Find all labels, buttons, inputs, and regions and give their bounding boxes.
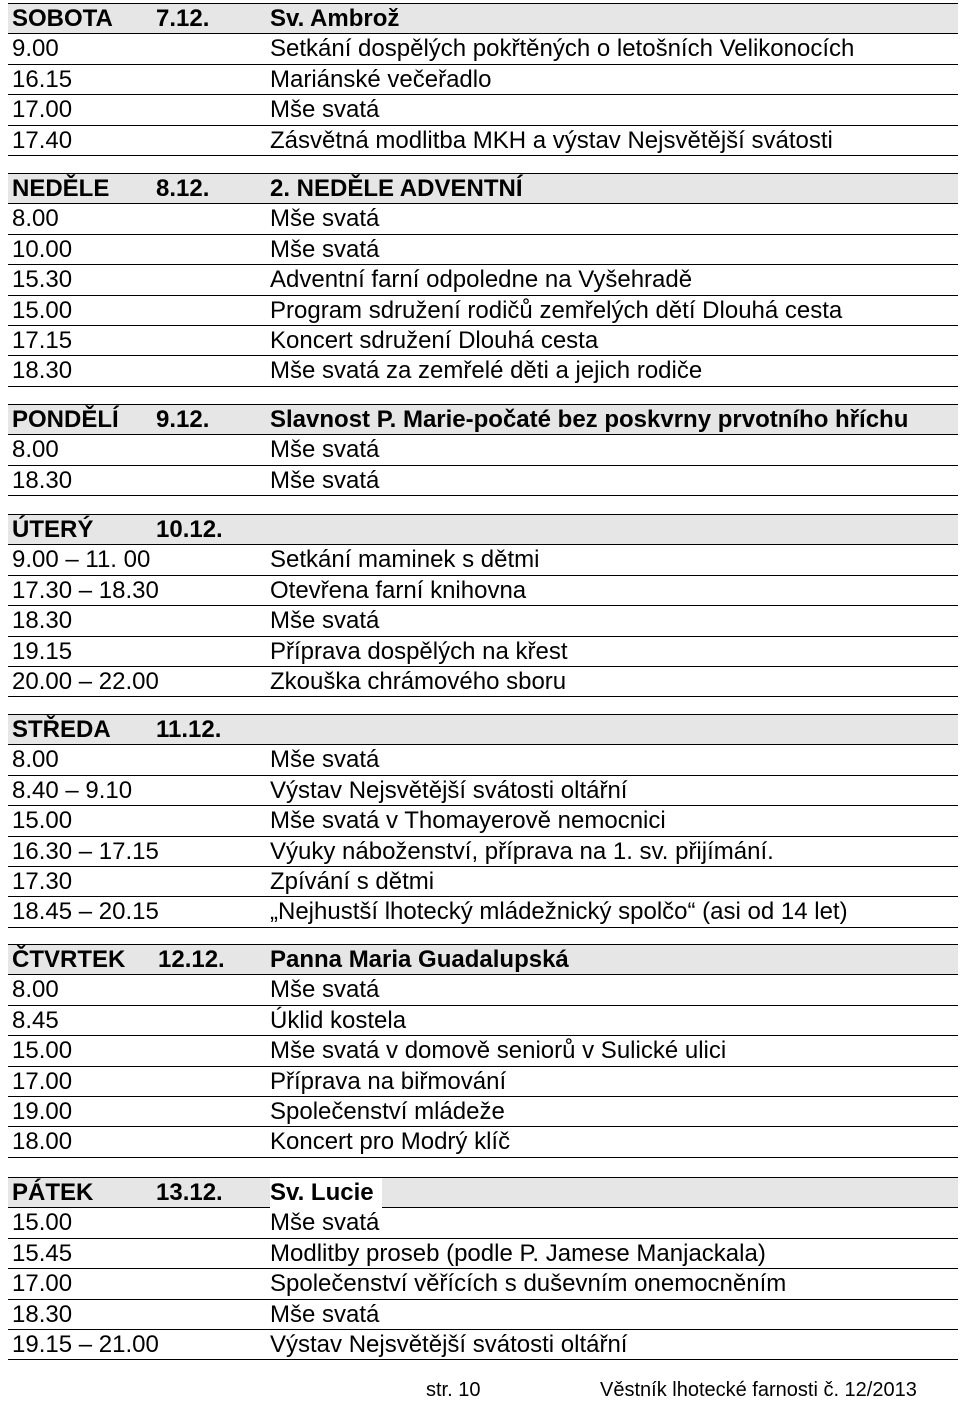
- event-title: Mše svatá: [270, 96, 380, 124]
- event-row: [8, 837, 958, 867]
- event-row: [8, 1269, 958, 1299]
- event-time: 19.00: [12, 1097, 73, 1125]
- event-time: 17.00: [12, 1067, 73, 1095]
- event-time: 17.30: [12, 867, 73, 895]
- day-header: [8, 405, 958, 435]
- event-row: [8, 356, 958, 386]
- day-header: [8, 4, 958, 34]
- event-title: Setkání maminek s dětmi: [270, 546, 540, 574]
- event-title: Mše svatá: [270, 205, 380, 233]
- event-row: [8, 126, 958, 156]
- event-title: Modlitby proseb (podle P. Jamese Manjackala): [270, 1239, 766, 1267]
- event-title: Mše svatá: [270, 976, 380, 1004]
- event-row: [8, 95, 958, 125]
- event-title: Mše svatá v domově seniorů v Sulické ulici: [270, 1037, 727, 1065]
- publication-title: Věstník lhotecké farnosti č. 12/2013: [600, 1379, 917, 1401]
- event-time: 10.00: [12, 235, 73, 263]
- day-feast: Sv. Ambrož: [270, 5, 400, 32]
- event-time: 9.00: [12, 35, 59, 63]
- event-time: 18.30: [12, 357, 73, 385]
- event-title: Setkání dospělých pokřtěných o letošních Velikonocích: [270, 35, 855, 63]
- event-row: [8, 235, 958, 265]
- day-date: 11.12.: [156, 716, 222, 743]
- event-time: 17.15: [12, 326, 73, 354]
- event-title: Úklid kostela: [270, 1006, 407, 1034]
- day-name: STŘEDA: [12, 716, 111, 743]
- event-time: 17.00: [12, 96, 73, 124]
- event-time: 19.15 – 21.00: [12, 1330, 159, 1358]
- event-row: [8, 204, 958, 234]
- event-time: 8.00: [12, 205, 59, 233]
- day-block-patek: [8, 1177, 958, 1360]
- event-time: 8.45: [12, 1006, 59, 1034]
- event-time: 15.00: [12, 1209, 73, 1237]
- event-title: Zpívání s dětmi: [270, 867, 435, 895]
- event-title: Mše svatá: [270, 607, 380, 635]
- event-time: 15.45: [12, 1239, 73, 1267]
- event-row: [8, 576, 958, 606]
- event-row: [8, 897, 958, 927]
- day-block-nedele: [8, 173, 958, 387]
- day-date: 12.12.: [158, 946, 225, 973]
- event-row: [8, 867, 958, 897]
- event-title: Příprava dospělých na křest: [270, 637, 568, 665]
- event-time: 17.00: [12, 1270, 73, 1298]
- day-name: ÚTERÝ: [12, 516, 94, 543]
- event-row: [8, 545, 958, 575]
- day-date: 7.12.: [156, 5, 210, 32]
- event-title: Mše svatá v Thomayerově nemocnici: [270, 807, 666, 835]
- day-feast: 2. NEDĚLE ADVENTNÍ: [270, 175, 523, 202]
- event-title: Zkouška chrámového sboru: [270, 667, 567, 695]
- day-header: [8, 515, 958, 545]
- event-time: 17.30 – 18.30: [12, 576, 159, 604]
- event-row: [8, 975, 958, 1005]
- event-time: 17.40: [12, 126, 73, 154]
- event-row: [8, 667, 958, 697]
- event-title: Výstav Nejsvětější svátosti oltářní: [270, 1330, 628, 1358]
- event-time: 20.00 – 22.00: [12, 667, 159, 695]
- day-date: 8.12.: [156, 175, 210, 202]
- day-block-ctvrtek: [8, 944, 958, 1158]
- event-row: [8, 1208, 958, 1238]
- event-row: [8, 34, 958, 64]
- event-title: Výstav Nejsvětější svátosti oltářní: [270, 776, 628, 804]
- event-title: Koncert sdružení Dlouhá cesta: [270, 326, 599, 354]
- event-row: [8, 1067, 958, 1097]
- event-row: [8, 1330, 958, 1360]
- event-title: Mše svatá: [270, 466, 380, 494]
- day-feast: Slavnost P. Marie-počaté bez poskvrny prvotního hříchu: [270, 406, 909, 433]
- day-header: [8, 1178, 958, 1208]
- event-row: [8, 296, 958, 326]
- day-header: [8, 945, 958, 975]
- event-row: [8, 1006, 958, 1036]
- event-title: Mše svatá: [270, 1209, 380, 1237]
- event-row: [8, 637, 958, 667]
- day-block-streda: [8, 714, 958, 928]
- event-time: 18.00: [12, 1128, 73, 1156]
- day-block-pondeli: [8, 404, 958, 496]
- event-row: [8, 265, 958, 295]
- day-feast: Panna Maria Guadalupská: [270, 946, 569, 973]
- event-time: 18.45 – 20.15: [12, 898, 159, 926]
- page-footer: [0, 1379, 960, 1401]
- event-title: Otevřena farní knihovna: [270, 576, 527, 604]
- event-time: 15.00: [12, 807, 73, 835]
- day-name: ČTVRTEK: [12, 946, 126, 973]
- event-time: 9.00 – 11. 00: [12, 546, 151, 574]
- event-time: 18.30: [12, 607, 73, 635]
- event-title: Mariánské večeřadlo: [270, 65, 492, 93]
- day-name: PÁTEK: [12, 1179, 94, 1206]
- day-header: [8, 715, 958, 745]
- event-time: 8.00: [12, 746, 59, 774]
- event-row: [8, 606, 958, 636]
- event-title: Zásvětná modlitba MKH a výstav Nejsvětější svátosti: [270, 126, 833, 154]
- day-date: 10.12.: [156, 516, 223, 543]
- event-time: 8.00: [12, 976, 59, 1004]
- event-time: 15.00: [12, 296, 73, 324]
- page-number: str. 10: [426, 1379, 481, 1401]
- day-block-utery: [8, 514, 958, 697]
- event-row: [8, 1036, 958, 1066]
- event-title: Mše svatá: [270, 746, 380, 774]
- day-date: 9.12.: [156, 406, 210, 433]
- event-time: 15.30: [12, 266, 73, 294]
- event-row: [8, 1097, 958, 1127]
- event-title: Mše svatá: [270, 1300, 380, 1328]
- event-time: 15.00: [12, 1037, 73, 1065]
- event-title: Adventní farní odpoledne na Vyšehradě: [270, 266, 693, 294]
- event-row: [8, 435, 958, 465]
- day-name: PONDĚLÍ: [12, 406, 119, 433]
- event-title: Mše svatá za zemřelé děti a jejich rodiče: [270, 357, 703, 385]
- event-title: Koncert pro Modrý klíč: [270, 1128, 511, 1156]
- event-title: Výuky náboženství, příprava na 1. sv. přijímání.: [270, 837, 774, 865]
- event-time: 19.15: [12, 637, 73, 665]
- day-feast: Sv. Lucie: [270, 1178, 382, 1208]
- event-row: [8, 1300, 958, 1330]
- day-date: 13.12.: [156, 1179, 223, 1206]
- event-time: 16.15: [12, 65, 73, 93]
- day-name: NEDĚLE: [12, 175, 110, 202]
- event-row: [8, 1127, 958, 1157]
- event-time: 18.30: [12, 1300, 73, 1328]
- event-title: Mše svatá: [270, 436, 380, 464]
- event-row: [8, 466, 958, 496]
- event-row: [8, 65, 958, 95]
- day-block-sobota: [8, 3, 958, 156]
- event-time: 18.30: [12, 466, 73, 494]
- day-name: SOBOTA: [12, 5, 113, 32]
- event-row: [8, 326, 958, 356]
- event-time: 16.30 – 17.15: [12, 837, 159, 865]
- event-title: „Nejhustší lhotecký mládežnický spolčo“ (asi od 14 let): [270, 898, 848, 926]
- day-header: [8, 174, 958, 204]
- event-time: 8.40 – 9.10: [12, 776, 133, 804]
- event-title: Program sdružení rodičů zemřelých dětí Dlouhá cesta: [270, 296, 843, 324]
- event-row: [8, 806, 958, 836]
- event-title: Mše svatá: [270, 235, 380, 263]
- event-title: Společenství věřících s duševním onemocněním: [270, 1270, 787, 1298]
- event-title: Příprava na biřmování: [270, 1067, 507, 1095]
- event-time: 8.00: [12, 436, 59, 464]
- event-row: [8, 776, 958, 806]
- event-row: [8, 745, 958, 775]
- event-title: Společenství mládeže: [270, 1097, 505, 1125]
- event-row: [8, 1239, 958, 1269]
